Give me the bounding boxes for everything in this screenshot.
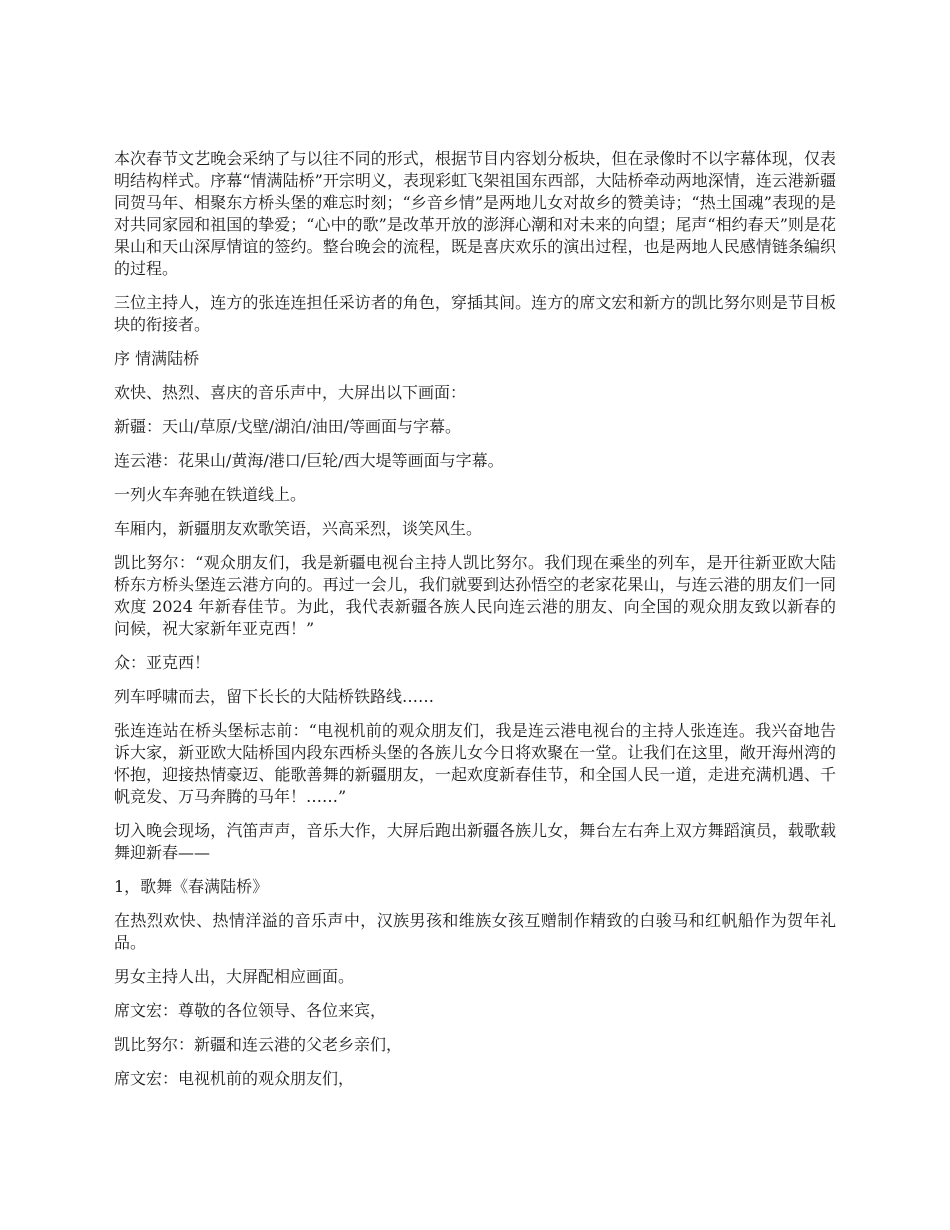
paragraph: 车厢内，新疆朋友欢歌笑语，兴高采烈，谈笑风生。 (114, 519, 483, 538)
paragraph-dialogue: 凯比努尔：“观众朋友们，我是新疆电视台主持人凯比努尔。我们现在乘坐的列车，是开往新亚欧大陆桥东方桥头堡连云港方向的。再过一会儿，我们就要到达孙悟空的老家花果山，与连云港的朋友们一同欢度 2024 年新春佳节。为此，我代表新疆各族人民向连云港的朋友、向全国的观众朋友致以新春的问候，祝大家新年亚克西！” (114, 553, 836, 638)
paragraph-dialogue: 凯比努尔：新疆和连云港的父老乡亲们， (114, 1035, 403, 1054)
section-heading-prologue: 序 情满陆桥 (114, 349, 200, 368)
paragraph: 一列火车奔驰在铁道线上。 (114, 485, 307, 504)
paragraph-dialogue: 众：亚克西！ (114, 653, 211, 672)
paragraph: 连云港：花果山/黄海/港口/巨轮/西大堤等画面与字幕。 (114, 451, 504, 470)
paragraph: 新疆：天山/草原/戈壁/湖泊/油田/等画面与字幕。 (114, 417, 461, 436)
document-body (114, 148, 836, 1102)
paragraph: 切入晚会现场，汽笛声声，音乐大作，大屏后跑出新疆各族儿女，舞台左右奔上双方舞蹈演员，载歌载舞迎新春—— (114, 821, 836, 862)
section-heading-item-1: 1，歌舞《春满陆桥》 (114, 877, 269, 896)
paragraph: 在热烈欢快、热情洋溢的音乐声中，汉族男孩和维族女孩互赠制作精致的白骏马和红帆船作为贺年礼品。 (114, 911, 836, 952)
paragraph-dialogue: 席文宏：电视机前的观众朋友们， (114, 1069, 355, 1088)
paragraph-hosts: 三位主持人，连方的张连连担任采访者的角色，穿插其间。连方的席文宏和新方的凯比努尔则是节目板块的衔接者。 (114, 293, 836, 334)
paragraph-intro: 本次春节文艺晚会采纳了与以往不同的形式，根据节目内容划分板块，但在录像时不以字幕体现，仅表明结构样式。序幕“情满陆桥”开宗明义，表现彩虹飞架祖国东西部，大陆桥牵动两地深情，连云港新疆同贺马年、相聚东方桥头堡的难忘时刻；“乡音乡情”是两地儿女对故乡的赞美诗；“热土国魂”表现的是对共同家园和祖国的挚爱；“心中的歌”是改革开放的澎湃心潮和对未来的向望；尾声“相约春天”则是花果山和天山深厚情谊的签约。整台晚会的流程，既是喜庆欢乐的演出过程，也是两地人民感情链条编织的过程。 (114, 149, 836, 278)
paragraph: 列车呼啸而去，留下长长的大陆桥铁路线…… (114, 687, 435, 706)
paragraph-dialogue: 张连连站在桥头堡标志前：“电视机前的观众朋友们，我是连云港电视台的主持人张连连。我兴奋地告诉大家，新亚欧大陆桥国内段东西桥头堡的各族儿女今日将欢聚在一堂。让我们在这里，敞开海州湾的怀抱，迎接热情豪迈、能歌善舞的新疆朋友，一起欢度新春佳节，和全国人民一道，走进充满机遇、千帆竞发、万马奔腾的马年！……” (114, 721, 836, 806)
paragraph: 欢快、热烈、喜庆的音乐声中，大屏出以下画面： (114, 383, 467, 402)
paragraph: 男女主持人出，大屏配相应画面。 (114, 967, 355, 986)
paragraph-dialogue: 席文宏：尊敬的各位领导、各位来宾， (114, 1001, 387, 1020)
